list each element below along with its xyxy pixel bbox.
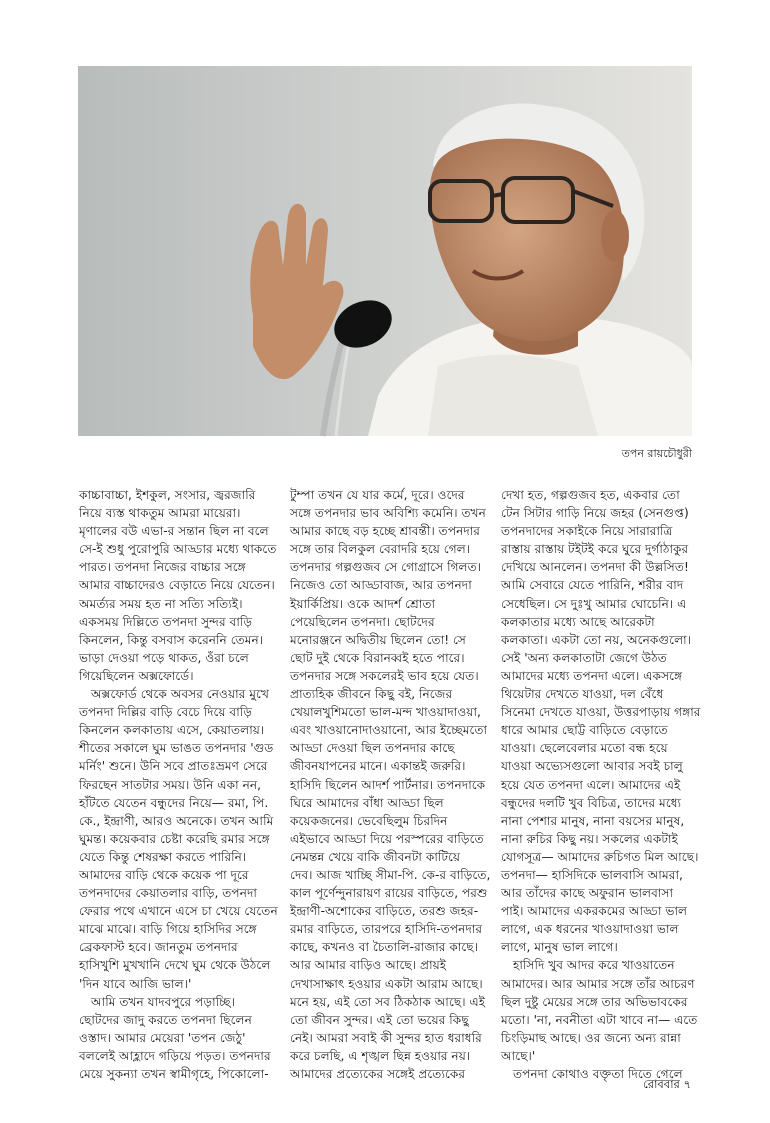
text-line: দেখা হত, গল্পগুজব হত, একবার তো xyxy=(501,488,680,502)
text-line: মর্নিং' শুনে। উনি সবে প্রাতঃভ্রমণ সেরে xyxy=(79,759,268,774)
text-line: 'দিন যাবে আজি ভাল।' xyxy=(79,976,192,991)
text-line: শীতের সকালে ঘুম ভাঙত তপনদার 'গুড xyxy=(79,741,274,756)
text-line: কলকাতার মধ্যে আছে আরেকটা xyxy=(501,614,655,629)
text-line: টেন সিটার গাড়ি নিয়ে জহর (সেনগুপ্ত) xyxy=(501,506,689,521)
text-line: তো জীবন সুন্দর। এই তো ভয়ের কিছু xyxy=(290,1012,469,1027)
text-line: কয়েকজনের। ভেবেছিলুম চিরদিন xyxy=(290,813,448,828)
text-line: আমাদের বাড়ি থেকে কয়েক পা দূরে xyxy=(79,867,249,882)
text-line: মতো। 'না, নবনীতা এটা খাবে না— এতে xyxy=(501,1012,698,1027)
text-line: ব্রেকফাস্ট হবে। জানতুম তপনদার xyxy=(79,940,238,955)
text-line: ইয়ার্কিপ্রিয়। ওকে আদর্শ শ্রোতা xyxy=(290,596,436,611)
text-line: পাই। আমাদের একরকমের আড্ডা ভাল xyxy=(501,904,688,919)
text-line: তপনদার সঙ্গে সকলেরই ভাব হয়ে যেত। xyxy=(290,668,479,683)
text-line: বললেই আহ্লাদে গড়িয়ে পড়ত। তপনদার xyxy=(79,1048,271,1063)
article-photo xyxy=(78,66,692,436)
text-line: ফেরার পথে এখানে এসে চা খেয়ে যেতেন xyxy=(79,904,278,919)
text-line: হয়ে যেত তপনদা এলে। আমাদের এই xyxy=(501,777,681,792)
text-line: করে চলছি, এ শৃঙ্খল ছিন্ন হওয়ার নয়। xyxy=(290,1048,471,1063)
text-line: অক্সফোর্ড থেকে অবসর নেওয়ার মুখে xyxy=(91,687,269,702)
text-line: আছে।' xyxy=(501,1048,536,1063)
text-line: যোগসূত্র— আমাদের রুচিগত মিল আছে। xyxy=(501,849,699,864)
text-line: যাওয়া। ছেলেবেলার মতো বন্ধ হয়ে xyxy=(501,741,668,756)
text-line: মনে হয়, এই তো সব ঠিকঠাক আছে। এই xyxy=(290,994,486,1009)
text-line: তপনদা কোথাও বক্তৃতা দিতে গেলে xyxy=(513,1067,683,1081)
text-line: ধারে আমার ছোট্ট বাড়িতে বেড়াতে xyxy=(501,723,668,738)
text-line: সঙ্গে তার বিলকুল বেরাদরি হয়ে গেল। xyxy=(290,542,471,557)
text-line: টুম্পা তখন যে যার কর্মে, দূরে। ওদের xyxy=(290,488,465,502)
text-line: দেখিয়ে আনলেন। তপনদা কী উল্লসিত! xyxy=(501,560,689,575)
text-line: ওস্তাদ। আমার মেয়েরা 'তপন জেঠু' xyxy=(79,1030,246,1045)
text-line: লাগে, এক ধরনের খাওয়াদাওয়া ভাল xyxy=(501,922,679,937)
text-line: আড্ডা দেওয়া ছিল তপনদার কাছে xyxy=(290,741,455,756)
text-line: রমার বাড়িতে, তারপরে হাসিদি-তপনদার xyxy=(290,922,483,937)
text-line: খেয়ালখুশিমতো ভাল-মন্দ খাওয়াদাওয়া, xyxy=(290,705,481,720)
text-line: যাওয়া অভ্যেসগুলো আবার সবই চালু xyxy=(501,759,683,774)
text-line: প্রাত্যহিক জীবনে কিছু বই, নিজের xyxy=(290,687,453,702)
text-line: আমি তখন যাদবপুরে পড়াচ্ছি। xyxy=(91,994,236,1009)
text-line: আমাদের মধ্যে তপনদা এলে। একসঙ্গে xyxy=(501,668,683,683)
text-line: বন্ধুদের দলটি খুব বিচিত্র, তাদের মধ্যে xyxy=(501,795,682,810)
article-body xyxy=(79,486,701,1081)
article-column-3 xyxy=(501,486,701,1081)
text-line: রাস্তায় রাস্তায় টইটই করে ঘুরে দুর্গাঠাকুর xyxy=(501,542,689,557)
text-line: আমাদের প্রত্যেকের সঙ্গেই প্রত্যেকের xyxy=(290,1067,466,1081)
text-line: হাঁটতে যেতেন বন্ধুদের নিয়ে— রমা, পি. xyxy=(79,795,269,810)
text-line: তপনদার গল্পগুজব সে গোগ্রাসে গিলত। xyxy=(290,560,482,575)
text-line: মৃণালের বউ এভা-র সন্তান ছিল না বলে xyxy=(79,524,269,539)
text-line: সিনেমা দেখতে যাওয়া, উত্তরপাড়ায় গঙ্গার xyxy=(501,705,701,720)
text-line: নেই। আমরা সবাই কী সুন্দর হাত ধরাধরি xyxy=(290,1030,482,1045)
text-line: কাচ্চাবাচ্চা, ইশকুল, সংসার, জ্বরজারি xyxy=(79,488,256,502)
text-line: নিজেও তো আড্ডাবাজ, আর তপনদা xyxy=(290,578,472,593)
text-line: আমি সেবারে যেতে পারিনি, শরীর বাদ xyxy=(501,578,684,593)
text-line: কাল পূর্ণেন্দুনারায়ণ রায়ের বাড়িতে, পরশু xyxy=(290,886,488,901)
text-line: দেব। আজ খাচ্ছি সীমা-পি. কে-র বাড়িতে, xyxy=(290,867,491,882)
text-line: ফিরছেন সাতটার সময়। উনি একা নন, xyxy=(79,777,261,792)
text-line: কে., ইন্দ্রাণী, আরও অনেকে। তখন আমি xyxy=(79,813,274,828)
text-line: মেয়ে সুকন্যা তখন স্বামীগৃহে, পিকোলো- xyxy=(79,1067,269,1081)
text-line: কিনলেন, কিন্তু বসবাস করেননি তেমন। xyxy=(79,632,264,647)
text-line: সে-ই শুধু পুরোপুরি আড্ডার মধ্যে থাকতে xyxy=(79,542,277,557)
text-line: একসময় দিল্লিতে তপনদা সুন্দর বাড়ি xyxy=(79,614,253,629)
text-line: এবং খাওয়ানোদাওয়ানো, আর ইচ্ছেমতো xyxy=(290,723,488,738)
text-line: ছোট দুই থেকে বিরানব্বই হতে পারে। xyxy=(290,650,465,665)
text-line: দেখাসাক্ষাৎ হওয়ার একটা আরাম আছে। xyxy=(290,976,483,991)
photo-caption: তপন রায়চৌধুরী xyxy=(621,447,692,460)
article-column-1 xyxy=(79,486,278,1081)
text-line: জীবনযাপনের মানে। একান্তই জরুরি। xyxy=(290,759,466,774)
text-line: চিংড়িমাছ আছে। ওর জন্যে অন্য রান্না xyxy=(501,1030,681,1045)
text-line: আর আমার বাড়িও আছে। প্রায়ই xyxy=(290,958,447,973)
text-line: তপনদা দিল্লির বাড়ি বেচে দিয়ে বাড়ি xyxy=(79,705,252,720)
speaker-portrait-illustration xyxy=(78,66,692,436)
text-line: নানা পেশার মানুষ, নানা বয়সের মানুষ, xyxy=(501,813,685,828)
text-line: সেই 'অন্য কলকাতাটা জেগে উঠত xyxy=(501,650,667,665)
text-line: পারত। তপনদা নিজের বাচ্চার সঙ্গে xyxy=(79,560,246,575)
text-line: আমার কাছে বড় হচ্ছে শ্রাবন্তী। তপনদার xyxy=(290,524,481,539)
text-line: ভাড়া দেওয়া পড়ে থাকত, ওঁরা চলে xyxy=(79,650,249,665)
text-line: তপনদা— হাসিদিকে ভালবাসি আমরা, xyxy=(501,867,683,882)
text-line: নিয়ে ব্যস্ত থাকতুম আমরা মায়েরা। xyxy=(79,506,241,521)
text-line: ইন্দ্রাণী-অশোকের বাড়িতে, তরশু জহর- xyxy=(290,904,479,919)
text-line: মনোরঞ্জনে অদ্বিতীয় ছিলেন তো! সে xyxy=(290,632,466,647)
text-line: ছিল দুষ্টু মেয়ের সঙ্গে তার অভিভাবকের xyxy=(501,994,688,1009)
text-line: নেমন্তন্ন খেয়ে বাকি জীবনটা কাটিয়ে xyxy=(290,849,461,864)
text-line: হাসিদি খুব আদর করে খাওয়াতেন xyxy=(513,958,675,973)
text-line: তপনদাদের সকাইকে নিয়ে সারারাত্রি xyxy=(501,524,673,539)
text-line: এইভাবে আড্ডা দিয়ে পরস্পরের বাড়িতে xyxy=(290,831,484,846)
text-line: কাছে, কখনও বা চৈতালি-রাজার কাছে। xyxy=(290,940,479,955)
text-line: হাসিদি ছিলেন আদর্শ পার্টনার। তপনদাকে xyxy=(290,777,486,792)
text-line: হাসিখুশি মুখখানি দেখে ঘুম থেকে উঠলে xyxy=(79,958,271,973)
text-line: সঙ্গে তপনদার ভাব অবিশ্যি কমেনি। তখন xyxy=(290,506,486,521)
text-line: তপনদাদের কেয়াতলার বাড়ি, তপনদা xyxy=(79,886,257,901)
text-line: কিনলেন কলকাতায় এসে, কেয়াতলায়। xyxy=(79,723,265,738)
text-line: আর তাঁদের কাছে অফুরান ভালবাসা xyxy=(501,886,674,901)
text-line: আমাদের। আর আমার সঙ্গে তাঁর আচরণ xyxy=(501,976,695,991)
text-line: ঘিরে আমাদের বাঁধা আড্ডা ছিল xyxy=(290,795,444,810)
text-line: লাগে, মানুষ ভাল লাগে। xyxy=(501,940,618,955)
text-line: কলকাতা। একটা তো নয়, অনেকগুলো। xyxy=(501,632,692,647)
text-line: মাঝে মাঝে। বাড়ি গিয়ে হাসিদির সঙ্গে xyxy=(79,922,257,937)
text-line: সেধেছিল। সে দুঃখু আমার ঘোচেনি। এ xyxy=(501,596,687,611)
text-line: পেয়েছিলেন তপনদা। ছোটদের xyxy=(290,614,435,629)
text-line: ছোটদের জাদু করতে তপনদা ছিলেন xyxy=(79,1012,252,1027)
text-line: নানা রুচির কিছু নয়। সকলের একটাই xyxy=(501,831,678,846)
text-line: অমর্ত্যর সময় হত না সত্যি সত্যিই। xyxy=(79,596,243,611)
text-line: যেতে কিন্তু শেষরক্ষা করতে পারিনি। xyxy=(79,849,247,864)
page-footer: রোববার ৭ xyxy=(643,1077,691,1091)
text-line: গিয়েছিলেন অক্সফোর্ডে। xyxy=(79,668,194,683)
article-column-2 xyxy=(290,486,491,1081)
text-line: থিয়েটার দেখতে যাওয়া, দল বেঁধে xyxy=(501,687,664,702)
text-line: ঘুমন্ত। কয়েকবার চেষ্টা করেছি রমার সঙ্গে xyxy=(79,831,270,846)
text-line: আমার বাচ্চাদেরও বেড়াতে নিয়ে যেতেন। xyxy=(79,578,275,593)
